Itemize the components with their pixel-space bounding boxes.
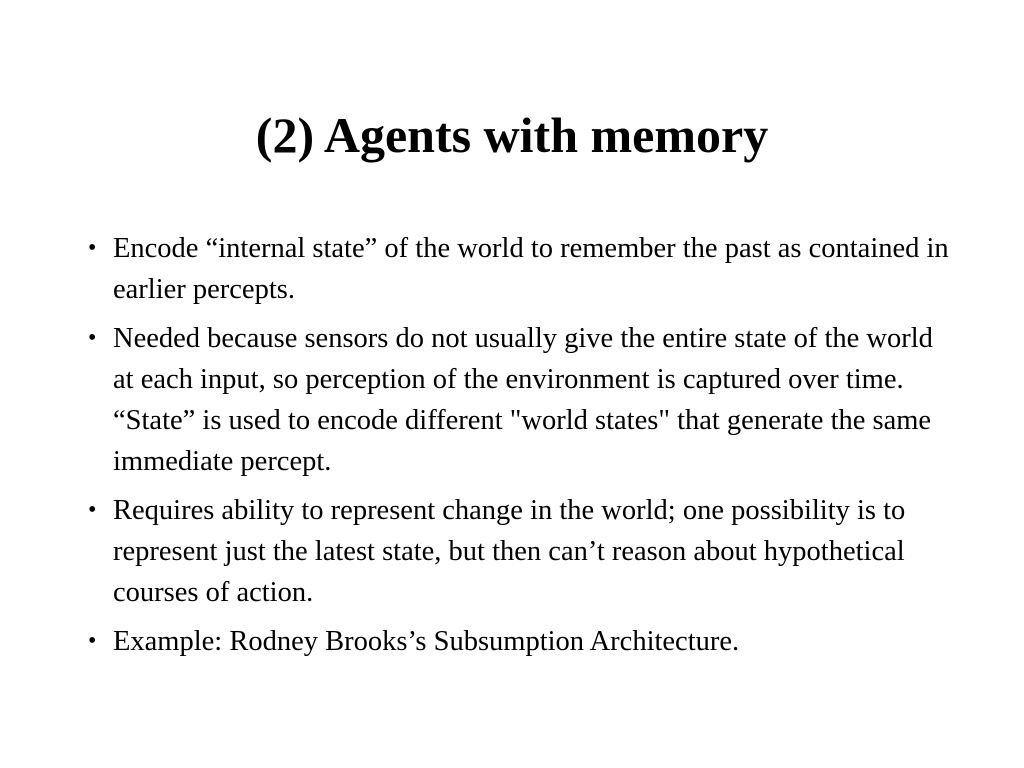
- bullet-marker: •: [88, 497, 97, 523]
- bullet-marker: •: [88, 325, 97, 351]
- bullet-item-change: [88, 490, 958, 613]
- bullet-item-example: [88, 621, 958, 662]
- bullet-item-sensors: [88, 318, 958, 482]
- bullet-list: [88, 228, 958, 670]
- bullet-text: Needed because sensors do not usually give the entire state of the world at each input, so perception of the environment is captured over time. “State” is used to encode different "world states" that generate the same immediate percept.: [113, 323, 933, 477]
- bullet-text: Requires ability to represent change in the world; one possibility is to represent just the latest state, but then can’t reason about hypothetical courses of action.: [113, 495, 906, 608]
- bullet-marker: •: [88, 628, 97, 654]
- bullet-text: Example: Rodney Brooks’s Subsumption Architecture.: [113, 626, 740, 657]
- slide-title: (2) Agents with memory: [255, 107, 769, 163]
- bullet-text: Encode “internal state” of the world to remember the past as contained in earlier percepts.: [113, 233, 949, 305]
- bullet-item-internal-state: [88, 228, 958, 310]
- bullet-marker: •: [88, 235, 97, 261]
